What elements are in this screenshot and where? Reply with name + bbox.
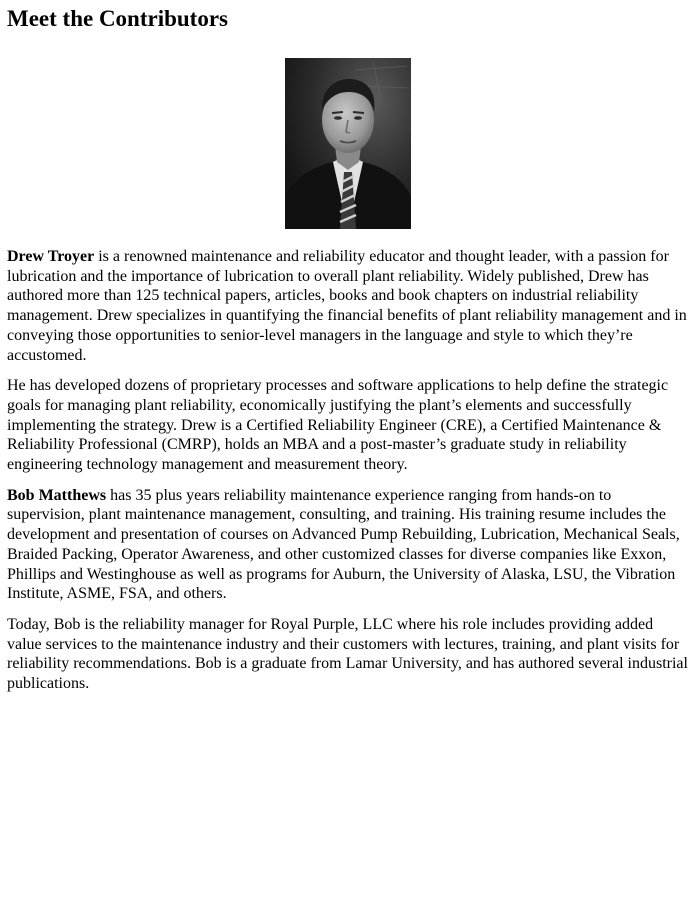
bob-bio-paragraph-2: Today, Bob is the reliability manager for Royal Purple, LLC where his role includes providing added value services to the maintenance industry and their customers with lectures, training, and plant visits for reliability recommendations. Bob is a graduate from Lamar University, and has authored several industrial publications. (7, 615, 688, 693)
bob-bio-text-1: has 35 plus years reliability maintenance experience ranging from hands-on to supervision, plant maintenance management, consulting, and training. His training resume includes the development and presentation of courses on Advanced Pump Rebuilding, Lubrication, Mechanical Seals, Braided Packing, Operator Awareness, and other customized classes for diverse companies like Exxon, Phillips and Westinghouse as well as programs for Auburn, the University of Alaska, LSU, the Vibration Institute, ASME, FSA, and others. (7, 486, 680, 603)
bob-bio-paragraph-1 (7, 486, 691, 604)
contributor-name-drew: Drew Troyer (7, 248, 95, 265)
drew-bio-paragraph-1 (7, 247, 691, 365)
portrait-illustration (285, 58, 411, 229)
drew-bio-text-1: is a renowned maintenance and reliability educator and thought leader, with a passion for lubrication and the importance of lubrication to overall plant reliability. Widely published, Drew has authored more than 125 technical papers, articles, books and book chapters on industrial reliability management. Drew specializes in quantifying the financial benefits of plant reliability management and in conveying those opportunities to senior-level managers in the language and style to which they’re accustomed. (7, 248, 687, 364)
contributor-photo (285, 58, 411, 229)
contributors-text (7, 247, 691, 705)
page-title: Meet the Contributors (7, 6, 229, 31)
contributor-name-bob: Bob Matthews (7, 486, 107, 504)
drew-bio-paragraph-2: He has developed dozens of proprietary processes and software applications to help define the strategic goals for managing plant reliability, economically justifying the plant’s elements and successfully implementing the strategy. Drew is a Certified Reliability Engineer (CRE), a Certified Maintenance & Reliability Professional (CMRP), holds an MBA and a post-master’s graduate study in reliability engineering technology management and measurement theory. (7, 377, 669, 474)
